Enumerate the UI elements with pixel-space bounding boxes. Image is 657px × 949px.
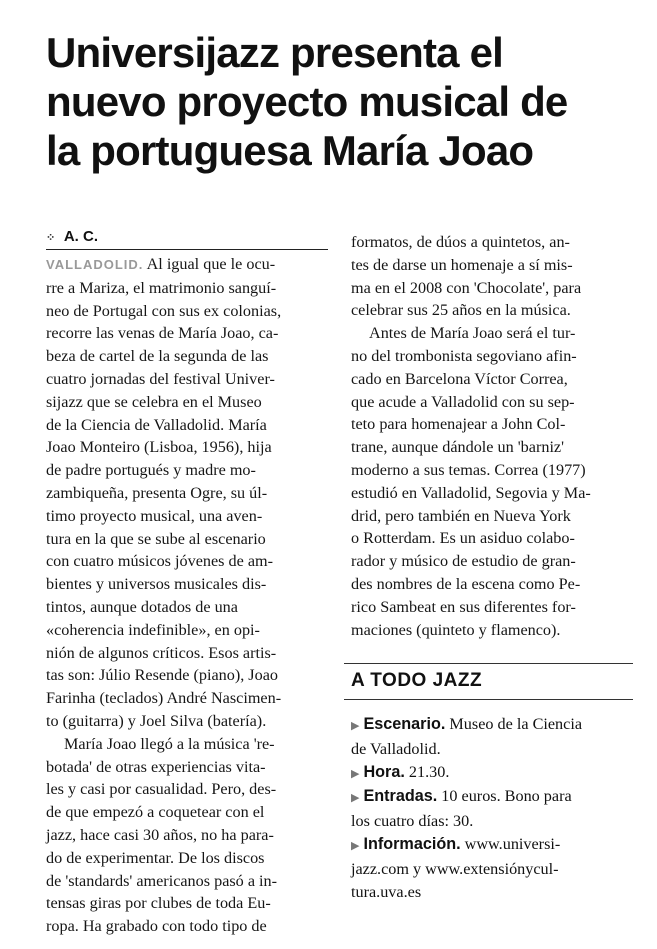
info-item-escenario <box>351 713 641 761</box>
text-line: con cuatro músicos jóvenes de am- <box>46 552 274 571</box>
arrow-right-icon: ▶ <box>351 839 360 852</box>
text-line: neo de Portugal con sus ex colonias, <box>46 301 282 320</box>
headline <box>46 28 646 175</box>
text-line: rador y músico de estudio de gran- <box>351 552 576 571</box>
text-line: rico Sambeat en sus diferentes for- <box>351 597 576 616</box>
info-value: Museo de la Ciencia <box>449 715 583 733</box>
info-label: Entradas. <box>363 787 438 806</box>
headline-line: Universijazz presenta el <box>46 29 504 76</box>
text-line: de padre portugués y madre mo- <box>46 461 256 480</box>
text-line: formatos, de dúos a quintetos, an- <box>351 233 570 251</box>
author: A. C. <box>63 228 99 245</box>
text-line: de 'standards' americanos pasó a in- <box>46 871 278 890</box>
byline <box>46 228 328 250</box>
arrow-right-icon: ▶ <box>351 792 360 805</box>
text-line: beza de cartel de la segunda de las <box>46 347 269 366</box>
text-line: les y casi por casualidad. Pero, des- <box>46 780 277 799</box>
text-line: zambiqueña, presenta Ogre, su úl- <box>46 483 268 502</box>
text-line: no del trombonista segoviano afin- <box>351 346 577 365</box>
text-line: María Joao llegó a la música 're- <box>64 734 275 753</box>
dateline: VALLADOLID. <box>46 257 144 272</box>
text-line: Farinha (teclados) André Nascimen- <box>46 689 282 708</box>
text-line: to (guitarra) y Joel Silva (batería). <box>46 711 267 730</box>
info-value: 21.30. <box>408 762 450 781</box>
text-line: des nombres de la escena como Pe- <box>351 574 581 593</box>
text-line: rre a Mariza, el matrimonio sanguí- <box>46 278 277 297</box>
info-box-title-rule <box>344 699 633 700</box>
text-line: nión de algunos críticos. Esos artis- <box>46 643 277 662</box>
arrow-right-icon: ▶ <box>351 720 360 732</box>
info-label: Hora. <box>363 762 405 781</box>
info-box <box>351 713 641 903</box>
text-line: tura en la que se sube al escenario <box>46 529 266 548</box>
headline-line: la portuguesa María Joao <box>46 127 534 174</box>
text-line: de la Ciencia de Valladolid. María <box>46 415 267 434</box>
text-line: sijazz que se celebra en el Museo <box>46 392 262 411</box>
info-value: tura.uva.es <box>351 882 422 901</box>
text-line: ropa. Ha grabado con todo tipo de <box>46 917 267 936</box>
paragraph <box>351 231 633 322</box>
text-line: tintos, aunque dotados de una <box>46 597 238 616</box>
text-line: VALLADOLID. Al igual que le ocu- <box>46 255 276 273</box>
info-value: jazz.com y www.extensiónycul- <box>351 859 559 878</box>
text-line: que acude a Valladolid con su sep- <box>351 392 575 411</box>
text-line: celebrar sus 25 años en la música. <box>351 301 571 320</box>
text-line: recorre las venas de María Joao, ca- <box>46 324 279 343</box>
arrow-right-icon: ▶ <box>351 767 360 780</box>
text-line: botada' de otras experiencias vita- <box>46 757 266 776</box>
text-line: Joao Monteiro (Lisboa, 1956), hija <box>46 438 272 457</box>
text-line: moderno a sus temas. Correa (1977) <box>351 460 586 479</box>
info-item-entradas <box>351 785 641 833</box>
info-value: 10 euros. Bono para <box>441 787 572 806</box>
text-line: bientes y universos musicales dis- <box>46 575 267 594</box>
info-value: www.universi- <box>464 834 561 853</box>
text-line: trane, aunque dándole un 'barniz' <box>351 438 565 457</box>
text-line: tensas giras por clubes de toda Eu- <box>46 894 271 913</box>
text-line: cado en Barcelona Víctor Correa, <box>351 369 568 388</box>
info-item-informacion <box>351 833 641 903</box>
text-line: ma en el 2008 con 'Chocolate', para <box>351 278 582 297</box>
text-line: de que empezó a coquetear con el <box>46 803 265 822</box>
info-value: los cuatro días: 30. <box>351 812 474 831</box>
paragraph <box>46 253 330 733</box>
info-box-top-rule <box>344 663 633 664</box>
text-line: teto para homenajear a John Col- <box>351 415 566 434</box>
text-line: timo proyecto musical, una aven- <box>46 506 263 525</box>
info-label: Escenario. <box>363 715 446 733</box>
text-line: estudió en Valladolid, Segovia y Ma- <box>351 483 591 502</box>
headline-line: nuevo proyecto musical de <box>46 78 568 125</box>
paragraph <box>46 733 330 938</box>
info-label: Información. <box>363 834 461 853</box>
info-item-hora <box>351 761 641 786</box>
text-line: cuatro jornadas del festival Univer- <box>46 369 275 388</box>
article-column-2 <box>351 231 633 641</box>
paragraph <box>351 322 633 641</box>
text-line: tes de darse un homenaje a sí mis- <box>351 255 573 274</box>
text-line: tas son: Júlio Resende (piano), Joao <box>46 666 278 685</box>
dots-icon: ⁘ <box>46 232 55 244</box>
text-line: Antes de María Joao será el tur- <box>369 324 576 343</box>
text-line: «coherencia indefinible», en opi- <box>46 620 260 639</box>
article-column-1 <box>46 253 330 938</box>
text-line: jazz, hace casi 30 años, no ha para- <box>46 825 274 844</box>
text-line: drid, pero también en Nueva York <box>351 506 571 525</box>
text-line: maciones (quinteto y flamenco). <box>351 620 561 639</box>
info-value: de Valladolid. <box>351 739 441 758</box>
text-line: o Rotterdam. Es un asiduo colabo- <box>351 529 575 548</box>
info-box-title: A TODO JAZZ <box>351 670 483 691</box>
text-line: do de experimentar. De los discos <box>46 848 265 867</box>
